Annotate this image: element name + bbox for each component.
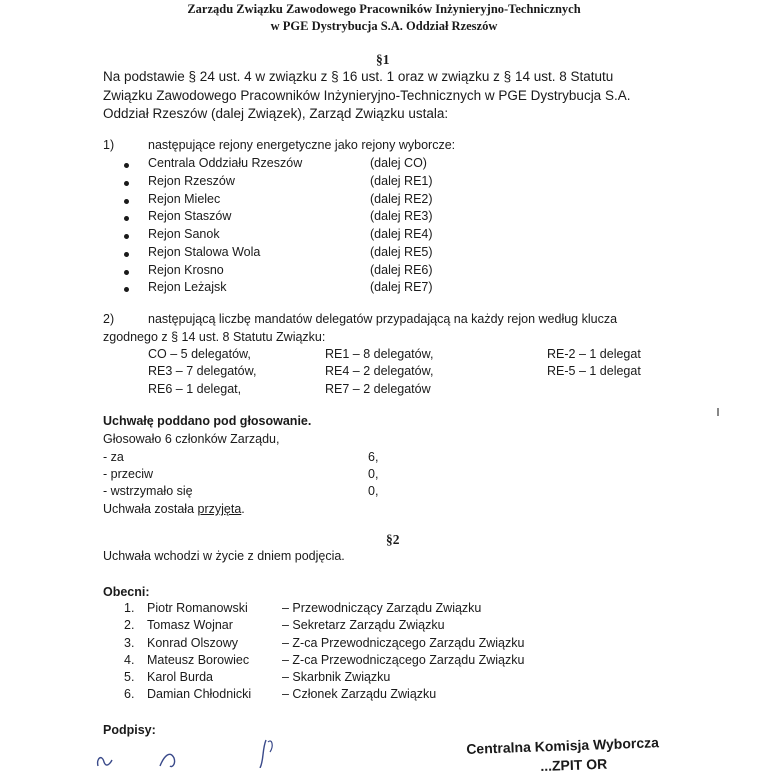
region-code: (dalej RE3)	[370, 209, 433, 223]
member-name: Tomasz Wojnar	[147, 618, 233, 632]
member-number: 1.	[124, 601, 135, 615]
point-2-line-1: następującą liczbę mandatów delegatów przypadającą na każdy rejon według klucza	[148, 312, 618, 326]
vote-voters: Głosowało 6 członków Zarządu,	[103, 432, 280, 446]
point-2-number: 2)	[103, 312, 115, 326]
region-name: Rejon Krosno	[148, 263, 224, 277]
section-2-title: §2	[386, 532, 400, 547]
bullet-icon	[124, 181, 129, 186]
region-name: Rejon Mielec	[148, 192, 221, 206]
vote-label: - przeciw	[103, 467, 154, 481]
scan-edge-mark	[717, 408, 719, 416]
present-heading: Obecni:	[103, 585, 150, 599]
vote-result	[103, 502, 245, 516]
mandate-cell: RE7 – 2 delegatów	[325, 382, 431, 396]
member-number: 2.	[124, 618, 135, 632]
member-number: 3.	[124, 636, 135, 650]
member-name: Karol Burda	[147, 670, 214, 684]
vote-result-suffix: .	[241, 502, 245, 516]
vote-value: 0,	[368, 467, 379, 481]
member-role: – Przewodniczący Zarządu Związku	[282, 601, 482, 615]
mandate-cell: RE-2 – 1 delegat	[547, 347, 641, 361]
member-role: – Skarbnik Związku	[282, 670, 391, 684]
header-line-1: Zarządu Związku Zawodowego Pracowników Inżynieryjno-Technicznych	[187, 2, 581, 16]
stamp-line-2: ...ZPIT OR	[540, 755, 608, 774]
region-name: Centrala Oddziału Rzeszów	[148, 156, 303, 170]
mandate-cell: RE6 – 1 delegat,	[148, 382, 242, 396]
vote-heading: Uchwałę poddano pod głosowanie.	[103, 414, 312, 428]
section-1-intro: Na podstawie § 24 ust. 4 w związku z § 16 ust. 1 oraz w związku z § 14 ust. 8 Statutu Związku Zawodowego Pracowników Inżynieryjno-Technicznych w PGE Dystrybucja S.A. Oddział Rzeszów (dalej Związek), Zarząd Związku ustala:	[103, 69, 631, 121]
stamp-line-1: Centralna Komisja Wyborcza	[466, 734, 660, 757]
mandate-cell: RE4 – 2 delegatów,	[325, 364, 434, 378]
bullet-icon	[124, 234, 129, 239]
bullet-icon	[124, 270, 129, 275]
mandate-cell: RE1 – 8 delegatów,	[325, 347, 434, 361]
region-code: (dalej RE4)	[370, 227, 433, 241]
vote-value: 0,	[368, 484, 379, 498]
region-name: Rejon Leżajsk	[148, 280, 227, 294]
region-name: Rejon Sanok	[148, 227, 220, 241]
vote-result-word: przyjęta	[197, 502, 242, 516]
member-role: – Członek Zarządu Związku	[282, 687, 437, 701]
region-code: (dalej RE7)	[370, 280, 433, 294]
point-2-line-2: zgodnego z § 14 ust. 8 Statutu Związku:	[103, 330, 326, 344]
section-2-text: Uchwała wchodzi w życie z dniem podjęcia.	[103, 549, 345, 563]
vote-label: - za	[103, 450, 124, 464]
member-role: – Z-ca Przewodniczącego Zarządu Związku	[282, 653, 525, 667]
bullet-icon	[124, 216, 129, 221]
mandate-cell: RE3 – 7 delegatów,	[148, 364, 257, 378]
header-line-2: w PGE Dystrybucja S.A. Oddział Rzeszów	[270, 19, 498, 33]
member-role: – Z-ca Przewodniczącego Zarządu Związku	[282, 636, 525, 650]
member-name: Konrad Olszowy	[147, 636, 239, 650]
member-name: Mateusz Borowiec	[147, 653, 250, 667]
region-name: Rejon Rzeszów	[148, 174, 235, 188]
bullet-icon	[124, 287, 129, 292]
bullet-icon	[124, 199, 129, 204]
region-name: Rejon Stalowa Wola	[148, 245, 261, 259]
mandate-cell: RE-5 – 1 delegat	[547, 364, 641, 378]
point-1-text: następujące rejony energetyczne jako rejony wyborcze:	[148, 138, 456, 152]
member-number: 5.	[124, 670, 135, 684]
handwritten-signature	[90, 736, 310, 768]
member-number: 6.	[124, 687, 135, 701]
section-1-title: §1	[376, 52, 390, 67]
bullet-icon	[124, 163, 129, 168]
bullet-icon	[124, 252, 129, 257]
member-role: – Sekretarz Zarządu Związku	[282, 618, 445, 632]
point-1-number: 1)	[103, 138, 115, 152]
vote-value: 6,	[368, 450, 379, 464]
region-name: Rejon Staszów	[148, 209, 232, 223]
region-code: (dalej RE2)	[370, 192, 433, 206]
region-code: (dalej CO)	[370, 156, 427, 170]
vote-label: - wstrzymało się	[103, 484, 193, 498]
signatures-heading: Podpisy:	[103, 723, 156, 737]
region-code: (dalej RE5)	[370, 245, 433, 259]
region-code: (dalej RE6)	[370, 263, 433, 277]
vote-result-prefix: Uchwała została	[103, 502, 198, 516]
member-number: 4.	[124, 653, 135, 667]
region-code: (dalej RE1)	[370, 174, 433, 188]
mandate-cell: CO – 5 delegatów,	[148, 347, 251, 361]
member-name: Piotr Romanowski	[147, 601, 248, 615]
member-name: Damian Chłodnicki	[147, 687, 252, 701]
